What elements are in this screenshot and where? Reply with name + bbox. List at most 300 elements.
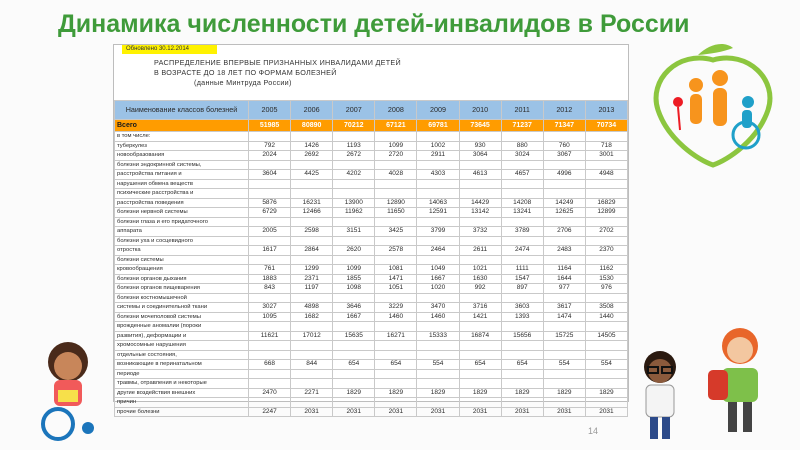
table-cell bbox=[459, 293, 501, 303]
row-label: развития), деформации и bbox=[115, 331, 249, 341]
table-cell: 1440 bbox=[585, 312, 627, 322]
table-row bbox=[115, 398, 628, 408]
table-cell: 1530 bbox=[585, 274, 627, 284]
total-cell: 80890 bbox=[291, 120, 333, 132]
table-cell bbox=[585, 132, 627, 142]
table-cell bbox=[291, 369, 333, 379]
table-cell bbox=[501, 398, 543, 408]
table-row bbox=[115, 255, 628, 265]
table-cell: 1547 bbox=[501, 274, 543, 284]
table-cell: 16231 bbox=[291, 198, 333, 208]
table-cell bbox=[249, 398, 291, 408]
total-cell: 71347 bbox=[543, 120, 585, 132]
spreadsheet-image bbox=[113, 44, 629, 415]
year-header: 2008 bbox=[375, 101, 417, 120]
table-cell: 1021 bbox=[459, 265, 501, 275]
table-cell: 1095 bbox=[249, 312, 291, 322]
table-cell bbox=[501, 189, 543, 199]
table-cell bbox=[333, 255, 375, 265]
table-cell bbox=[543, 293, 585, 303]
table-cell: 1471 bbox=[375, 274, 417, 284]
table-cell: 1020 bbox=[417, 284, 459, 294]
table-cell: 12625 bbox=[543, 208, 585, 218]
table-cell: 1193 bbox=[333, 141, 375, 151]
table-cell: 3508 bbox=[585, 303, 627, 313]
table-cell bbox=[585, 160, 627, 170]
table-row bbox=[115, 217, 628, 227]
table-cell: 1667 bbox=[333, 312, 375, 322]
child-wheelchair-icon bbox=[28, 332, 113, 442]
year-header: 2009 bbox=[417, 101, 459, 120]
table-cell: 15656 bbox=[501, 331, 543, 341]
table-cell: 2271 bbox=[291, 388, 333, 398]
table-cell bbox=[585, 179, 627, 189]
year-header: 2013 bbox=[585, 101, 627, 120]
table-cell: 6729 bbox=[249, 208, 291, 218]
caption-line-2: В ВОЗРАСТЕ ДО 18 ЛЕТ ПО ФОРМАМ БОЛЕЗНЕЙ bbox=[154, 68, 337, 77]
total-cell: 70212 bbox=[333, 120, 375, 132]
table-cell: 12899 bbox=[585, 208, 627, 218]
table-cell: 1667 bbox=[417, 274, 459, 284]
table-cell bbox=[543, 217, 585, 227]
table-cell bbox=[249, 255, 291, 265]
table-cell bbox=[585, 189, 627, 199]
table-cell: 3799 bbox=[417, 227, 459, 237]
table-row bbox=[115, 198, 628, 208]
table-cell: 3151 bbox=[333, 227, 375, 237]
table-cell: 16271 bbox=[375, 331, 417, 341]
table-cell bbox=[375, 350, 417, 360]
table-cell bbox=[249, 322, 291, 332]
table-cell: 2470 bbox=[249, 388, 291, 398]
table-cell: 2720 bbox=[375, 151, 417, 161]
table-cell: 1474 bbox=[543, 312, 585, 322]
table-cell bbox=[417, 322, 459, 332]
table-cell bbox=[501, 379, 543, 389]
table-cell: 1098 bbox=[333, 284, 375, 294]
caption-line-3: (данные Минтруда России) bbox=[194, 78, 292, 87]
table-cell bbox=[417, 350, 459, 360]
row-label: возникающие в перинатальном bbox=[115, 360, 249, 370]
row-label: болезни нервной системы bbox=[115, 208, 249, 218]
table-cell: 1829 bbox=[543, 388, 585, 398]
table-cell: 14063 bbox=[417, 198, 459, 208]
table-row bbox=[115, 246, 628, 256]
table-cell: 1829 bbox=[333, 388, 375, 398]
table-row bbox=[115, 360, 628, 370]
table-cell: 3789 bbox=[501, 227, 543, 237]
table-row bbox=[115, 312, 628, 322]
table-cell: 1162 bbox=[585, 265, 627, 275]
table-cell bbox=[543, 236, 585, 246]
table-cell: 16874 bbox=[459, 331, 501, 341]
table-cell: 5876 bbox=[249, 198, 291, 208]
table-cell: 761 bbox=[249, 265, 291, 275]
table-cell bbox=[459, 160, 501, 170]
table-cell: 2031 bbox=[459, 407, 501, 417]
table-cell bbox=[291, 189, 333, 199]
row-label: болезни мочеполовой системы bbox=[115, 312, 249, 322]
table-cell bbox=[249, 236, 291, 246]
row-label: болезни органов пищеварения bbox=[115, 284, 249, 294]
table-row bbox=[115, 293, 628, 303]
table-cell: 17012 bbox=[291, 331, 333, 341]
table-row bbox=[115, 179, 628, 189]
table-cell bbox=[459, 255, 501, 265]
table-cell bbox=[501, 160, 543, 170]
table-cell: 1460 bbox=[417, 312, 459, 322]
table-cell bbox=[417, 398, 459, 408]
table-cell bbox=[585, 293, 627, 303]
table-cell bbox=[501, 369, 543, 379]
year-header: 2006 bbox=[291, 101, 333, 120]
table-cell: 2024 bbox=[249, 151, 291, 161]
table-cell: 3024 bbox=[501, 151, 543, 161]
table-cell bbox=[333, 398, 375, 408]
table-cell: 2005 bbox=[249, 227, 291, 237]
family-logo-icon bbox=[638, 40, 788, 170]
table-cell bbox=[375, 189, 417, 199]
table-cell: 2031 bbox=[543, 407, 585, 417]
table-cell bbox=[417, 293, 459, 303]
table-cell bbox=[585, 369, 627, 379]
table-cell: 654 bbox=[333, 360, 375, 370]
table-cell bbox=[543, 341, 585, 351]
table-cell: 2370 bbox=[585, 246, 627, 256]
table-cell bbox=[249, 132, 291, 142]
total-cell: 67121 bbox=[375, 120, 417, 132]
table-cell bbox=[375, 179, 417, 189]
table-cell: 1829 bbox=[585, 388, 627, 398]
table-row bbox=[115, 236, 628, 246]
table-cell bbox=[249, 160, 291, 170]
table-cell bbox=[543, 350, 585, 360]
table-cell: 718 bbox=[585, 141, 627, 151]
table-cell bbox=[375, 132, 417, 142]
table-cell bbox=[417, 217, 459, 227]
table-cell: 14249 bbox=[543, 198, 585, 208]
total-cell: 73645 bbox=[459, 120, 501, 132]
total-label: Всего bbox=[115, 120, 249, 132]
table-cell: 13900 bbox=[333, 198, 375, 208]
table-cell: 3646 bbox=[333, 303, 375, 313]
table-cell bbox=[459, 341, 501, 351]
caption-line-1: РАСПРЕДЕЛЕНИЕ ВПЕРВЫЕ ПРИЗНАННЫХ ИНВАЛИДАМИ ДЕТЕЙ bbox=[154, 58, 401, 67]
row-label: хромосомные нарушения bbox=[115, 341, 249, 351]
table-cell bbox=[501, 293, 543, 303]
table-cell: 3604 bbox=[249, 170, 291, 180]
table-cell: 14505 bbox=[585, 331, 627, 341]
table-cell: 3229 bbox=[375, 303, 417, 313]
row-label: причин bbox=[115, 398, 249, 408]
table-cell: 1829 bbox=[459, 388, 501, 398]
row-label: болезни уха и сосцевидного bbox=[115, 236, 249, 246]
year-header: 2011 bbox=[501, 101, 543, 120]
row-label: системы и соединительной ткани bbox=[115, 303, 249, 313]
table-cell bbox=[249, 189, 291, 199]
table-cell: 1099 bbox=[333, 265, 375, 275]
table-cell: 1630 bbox=[459, 274, 501, 284]
table-cell bbox=[333, 217, 375, 227]
table-row bbox=[115, 284, 628, 294]
table-cell bbox=[291, 293, 333, 303]
table-cell bbox=[375, 293, 417, 303]
slide-title: Динамика численности детей-инвалидов в России bbox=[58, 10, 690, 38]
table-cell bbox=[501, 255, 543, 265]
table-row bbox=[115, 208, 628, 218]
table-cell bbox=[333, 189, 375, 199]
table-cell: 2620 bbox=[333, 246, 375, 256]
table-cell bbox=[459, 398, 501, 408]
table-cell bbox=[585, 350, 627, 360]
table-cell: 2031 bbox=[333, 407, 375, 417]
table-cell bbox=[459, 236, 501, 246]
table-cell bbox=[543, 322, 585, 332]
table-cell bbox=[417, 179, 459, 189]
table-cell: 13142 bbox=[459, 208, 501, 218]
table-cell: 1829 bbox=[417, 388, 459, 398]
table-cell bbox=[375, 398, 417, 408]
row-label: болезни органов дыхания bbox=[115, 274, 249, 284]
table-cell bbox=[543, 255, 585, 265]
row-label: отростка bbox=[115, 246, 249, 256]
child-backpack-icon bbox=[700, 322, 780, 442]
table-cell bbox=[417, 189, 459, 199]
table-cell bbox=[459, 189, 501, 199]
table-cell: 1299 bbox=[291, 265, 333, 275]
table-row bbox=[115, 141, 628, 151]
table-cell: 1393 bbox=[501, 312, 543, 322]
table-row bbox=[115, 369, 628, 379]
table-cell: 3716 bbox=[459, 303, 501, 313]
table-cell: 668 bbox=[249, 360, 291, 370]
table-row bbox=[115, 388, 628, 398]
table-cell bbox=[333, 293, 375, 303]
table-cell: 2702 bbox=[585, 227, 627, 237]
table-cell: 3617 bbox=[543, 303, 585, 313]
table-cell: 1426 bbox=[291, 141, 333, 151]
table-cell: 15635 bbox=[333, 331, 375, 341]
table-cell: 15725 bbox=[543, 331, 585, 341]
table-cell: 11650 bbox=[375, 208, 417, 218]
table-cell: 1855 bbox=[333, 274, 375, 284]
table-cell bbox=[543, 179, 585, 189]
table-cell bbox=[501, 217, 543, 227]
table-cell bbox=[333, 160, 375, 170]
table-row bbox=[115, 303, 628, 313]
row-label: болезни костномышечной bbox=[115, 293, 249, 303]
table-cell: 4948 bbox=[585, 170, 627, 180]
table-cell bbox=[375, 379, 417, 389]
table-cell: 1829 bbox=[501, 388, 543, 398]
table-cell bbox=[585, 341, 627, 351]
table-cell bbox=[459, 132, 501, 142]
table-cell bbox=[291, 350, 333, 360]
header-label: Наименование классов болезней bbox=[115, 101, 249, 120]
table-cell: 12890 bbox=[375, 198, 417, 208]
year-header: 2012 bbox=[543, 101, 585, 120]
table-cell: 1049 bbox=[417, 265, 459, 275]
row-label: травмы, отравления и некоторые bbox=[115, 379, 249, 389]
disability-table bbox=[114, 100, 628, 417]
table-cell bbox=[249, 369, 291, 379]
table-cell bbox=[543, 189, 585, 199]
table-cell bbox=[585, 322, 627, 332]
table-row bbox=[115, 379, 628, 389]
table-cell bbox=[333, 322, 375, 332]
table-cell bbox=[249, 341, 291, 351]
table-cell bbox=[375, 369, 417, 379]
page-number: 14 bbox=[588, 426, 599, 436]
total-row bbox=[115, 120, 628, 132]
table-cell: 1002 bbox=[417, 141, 459, 151]
table-cell: 2031 bbox=[375, 407, 417, 417]
table-cell: 1682 bbox=[291, 312, 333, 322]
table-cell: 1111 bbox=[501, 265, 543, 275]
table-cell: 2672 bbox=[333, 151, 375, 161]
table-cell bbox=[585, 236, 627, 246]
table-cell bbox=[417, 379, 459, 389]
table-cell: 554 bbox=[417, 360, 459, 370]
table-cell: 1099 bbox=[375, 141, 417, 151]
table-cell: 3732 bbox=[459, 227, 501, 237]
table-cell: 13241 bbox=[501, 208, 543, 218]
table-cell bbox=[291, 160, 333, 170]
table-cell bbox=[375, 160, 417, 170]
total-cell: 51985 bbox=[249, 120, 291, 132]
table-cell bbox=[375, 341, 417, 351]
table-row bbox=[115, 151, 628, 161]
table-cell: 4425 bbox=[291, 170, 333, 180]
table-cell: 992 bbox=[459, 284, 501, 294]
table-cell bbox=[333, 179, 375, 189]
table-row bbox=[115, 350, 628, 360]
table-cell: 930 bbox=[459, 141, 501, 151]
table-cell bbox=[585, 255, 627, 265]
table-cell: 4202 bbox=[333, 170, 375, 180]
table-row bbox=[115, 170, 628, 180]
total-cell: 70734 bbox=[585, 120, 627, 132]
table-cell bbox=[333, 132, 375, 142]
table-cell bbox=[291, 217, 333, 227]
table-cell bbox=[375, 236, 417, 246]
table-row bbox=[115, 227, 628, 237]
table-cell: 977 bbox=[543, 284, 585, 294]
table-cell bbox=[417, 236, 459, 246]
table-cell: 4996 bbox=[543, 170, 585, 180]
row-label: психические расстройства и bbox=[115, 189, 249, 199]
table-cell bbox=[291, 132, 333, 142]
table-cell: 2474 bbox=[501, 246, 543, 256]
table-cell: 1197 bbox=[291, 284, 333, 294]
table-cell: 654 bbox=[501, 360, 543, 370]
table-cell: 1051 bbox=[375, 284, 417, 294]
table-cell bbox=[375, 322, 417, 332]
table-cell: 4303 bbox=[417, 170, 459, 180]
table-cell bbox=[291, 179, 333, 189]
year-header: 2005 bbox=[249, 101, 291, 120]
table-cell: 2706 bbox=[543, 227, 585, 237]
table-cell: 12591 bbox=[417, 208, 459, 218]
table-cell bbox=[459, 350, 501, 360]
total-cell: 71237 bbox=[501, 120, 543, 132]
table-cell: 11621 bbox=[249, 331, 291, 341]
table-cell bbox=[417, 341, 459, 351]
table-cell bbox=[333, 350, 375, 360]
row-label: болезни глаза и его придаточного bbox=[115, 217, 249, 227]
table-cell: 4657 bbox=[501, 170, 543, 180]
table-cell bbox=[333, 379, 375, 389]
table-cell: 14429 bbox=[459, 198, 501, 208]
table-cell: 2864 bbox=[291, 246, 333, 256]
year-header: 2010 bbox=[459, 101, 501, 120]
table-cell: 1081 bbox=[375, 265, 417, 275]
table-cell: 14208 bbox=[501, 198, 543, 208]
table-cell: 1617 bbox=[249, 246, 291, 256]
row-label: болезни эндокринной системы, bbox=[115, 160, 249, 170]
table-cell bbox=[459, 217, 501, 227]
table-cell bbox=[417, 132, 459, 142]
table-cell: 2692 bbox=[291, 151, 333, 161]
table-cell: 1421 bbox=[459, 312, 501, 322]
table-row bbox=[115, 331, 628, 341]
table-cell bbox=[333, 341, 375, 351]
table-cell bbox=[501, 236, 543, 246]
table-header-row bbox=[115, 101, 628, 120]
table-cell: 16829 bbox=[585, 198, 627, 208]
table-cell bbox=[417, 160, 459, 170]
table-cell: 976 bbox=[585, 284, 627, 294]
table-cell: 11962 bbox=[333, 208, 375, 218]
table-cell bbox=[375, 217, 417, 227]
table-cell: 2611 bbox=[459, 246, 501, 256]
table-cell bbox=[417, 369, 459, 379]
table-cell: 15333 bbox=[417, 331, 459, 341]
table-cell bbox=[249, 179, 291, 189]
table-cell bbox=[417, 255, 459, 265]
table-cell bbox=[543, 369, 585, 379]
table-cell bbox=[249, 379, 291, 389]
table-cell bbox=[543, 160, 585, 170]
table-row bbox=[115, 341, 628, 351]
table-row bbox=[115, 274, 628, 284]
table-row bbox=[115, 265, 628, 275]
table-cell: 843 bbox=[249, 284, 291, 294]
table-cell bbox=[501, 350, 543, 360]
table-cell bbox=[543, 132, 585, 142]
row-label: болезни системы bbox=[115, 255, 249, 265]
table-cell: 654 bbox=[375, 360, 417, 370]
table-cell: 2578 bbox=[375, 246, 417, 256]
table-cell: 12466 bbox=[291, 208, 333, 218]
table-cell bbox=[459, 379, 501, 389]
row-label: прочие болезни bbox=[115, 407, 249, 417]
table-cell: 1460 bbox=[375, 312, 417, 322]
table-cell bbox=[249, 217, 291, 227]
table-cell: 792 bbox=[249, 141, 291, 151]
table-cell: 4613 bbox=[459, 170, 501, 180]
table-cell: 4028 bbox=[375, 170, 417, 180]
table-cell: 880 bbox=[501, 141, 543, 151]
table-cell: 654 bbox=[459, 360, 501, 370]
table-cell: 554 bbox=[585, 360, 627, 370]
table-cell: 844 bbox=[291, 360, 333, 370]
table-cell: 1644 bbox=[543, 274, 585, 284]
table-cell: 3603 bbox=[501, 303, 543, 313]
table-cell: 2464 bbox=[417, 246, 459, 256]
row-label: расстройства поведения bbox=[115, 198, 249, 208]
row-label: новообразования bbox=[115, 151, 249, 161]
